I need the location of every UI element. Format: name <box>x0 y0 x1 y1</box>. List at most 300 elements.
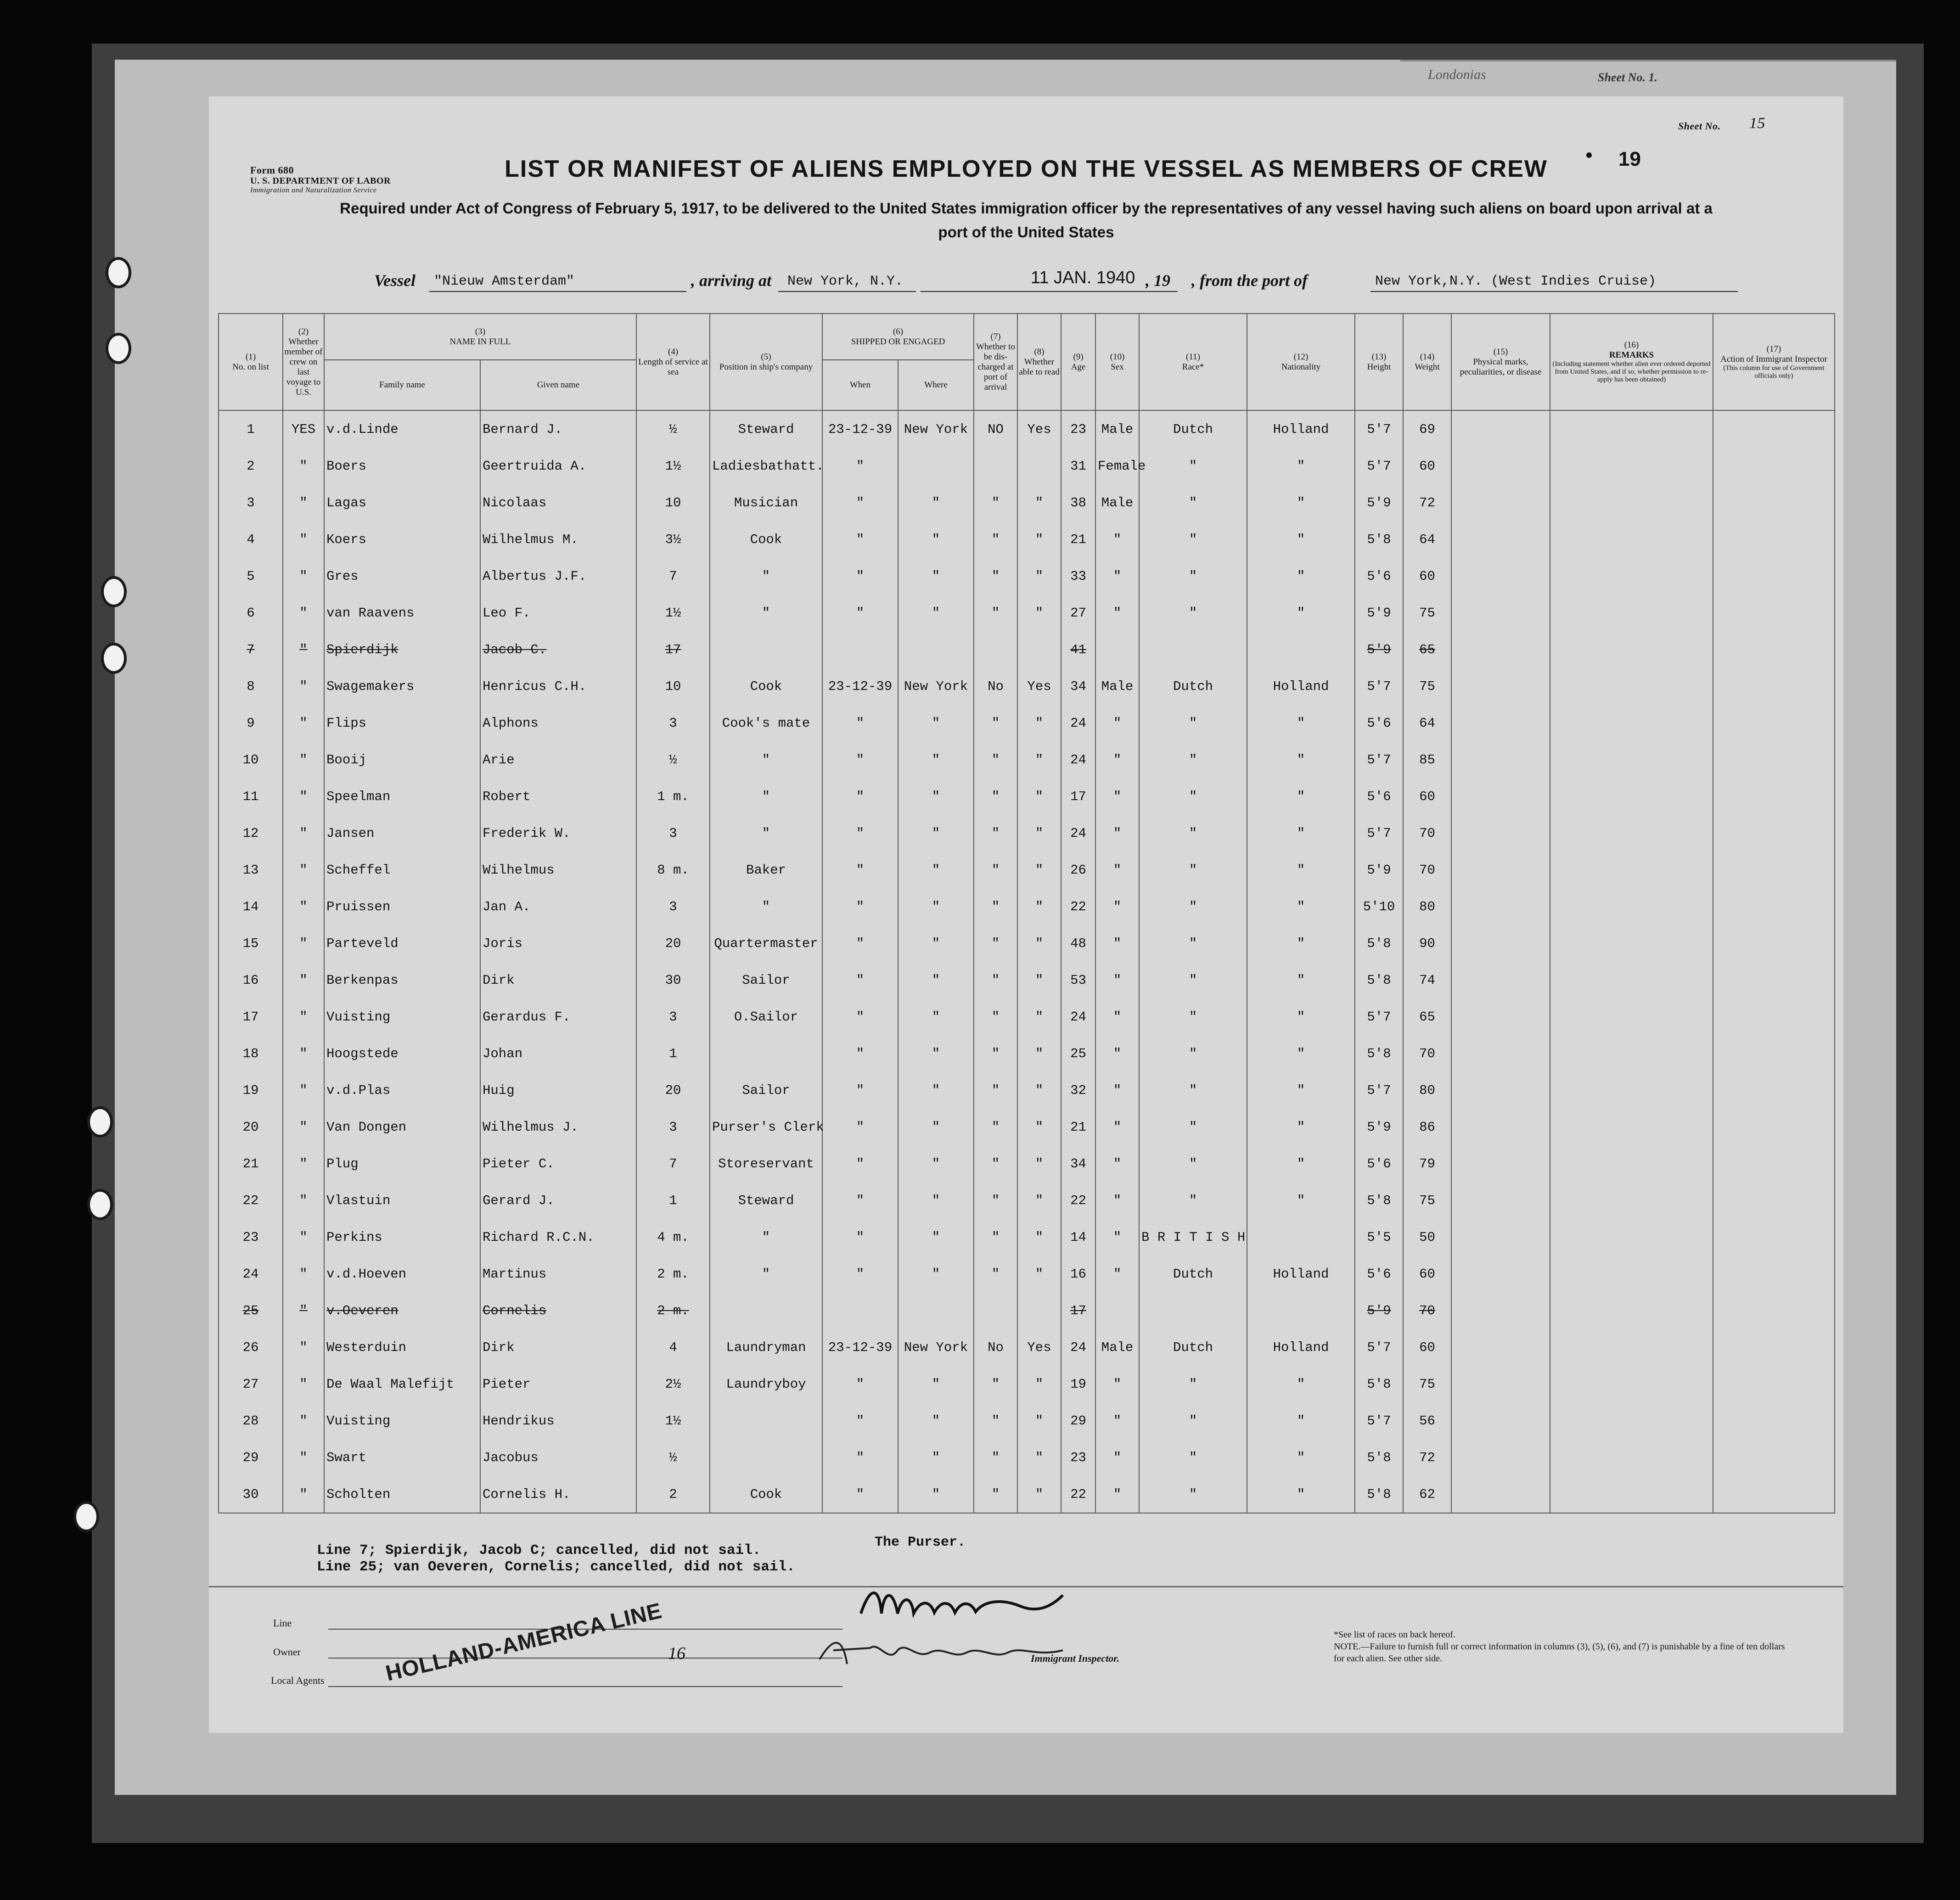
nationality-cell: " <box>1247 888 1355 925</box>
prev-voyage-cell: " <box>283 1366 324 1402</box>
col-race: (11) Race* <box>1139 314 1247 410</box>
engaged-when-cell: " <box>822 1366 898 1402</box>
sex-cell: " <box>1095 815 1139 852</box>
inspector-action-cell <box>1713 852 1835 888</box>
inspector-action-cell <box>1713 815 1835 852</box>
page-title: LIST OR MANIFEST OF ALIENS EMPLOYED ON THE VESSEL AS MEMBERS OF CREW <box>505 156 1548 182</box>
weight-cell: 70 <box>1403 1035 1451 1072</box>
discharged-cell: NO <box>974 410 1017 448</box>
height-cell: 5'9 <box>1355 1292 1403 1329</box>
physical-marks-cell <box>1451 1145 1550 1182</box>
age-cell: 17 <box>1061 1292 1095 1329</box>
race-cell: " <box>1139 484 1247 521</box>
table-row <box>219 1182 1835 1219</box>
nationality-cell: " <box>1247 705 1355 741</box>
able-to-read-cell: " <box>1017 484 1061 521</box>
col-shipped-engaged: (6) SHIPPED OR ENGAGED <box>822 314 974 360</box>
nationality-cell: Holland <box>1247 1329 1355 1366</box>
weight-cell: 60 <box>1403 1255 1451 1292</box>
table-row <box>219 668 1835 705</box>
col-no: (1) No. on list <box>219 314 283 410</box>
position-cell: Ladiesbathatt. <box>710 448 822 484</box>
able-to-read-cell: " <box>1017 741 1061 778</box>
position-cell: Steward <box>710 1182 822 1219</box>
race-cell: " <box>1139 1476 1247 1513</box>
binder-hole <box>101 576 127 607</box>
prev-voyage-cell: " <box>283 778 324 815</box>
race-cell: " <box>1139 925 1247 962</box>
height-cell: 5'6 <box>1355 705 1403 741</box>
age-cell: 21 <box>1061 1109 1095 1145</box>
prev-voyage-cell: " <box>283 1476 324 1513</box>
prev-voyage-cell: " <box>283 852 324 888</box>
height-cell: 5'9 <box>1355 1109 1403 1145</box>
family-name-cell: Booij <box>324 741 480 778</box>
inspector-action-cell <box>1713 1219 1835 1255</box>
remarks-cell <box>1550 1402 1713 1439</box>
engaged-when-cell: " <box>822 448 898 484</box>
engaged-where-cell: " <box>898 1439 974 1476</box>
service-length-cell: 3 <box>636 998 710 1035</box>
engaged-when-cell: " <box>822 741 898 778</box>
nationality-cell: " <box>1247 1182 1355 1219</box>
weight-cell: 72 <box>1403 484 1451 521</box>
remarks-cell <box>1550 668 1713 705</box>
physical-marks-cell <box>1451 631 1550 668</box>
given-name-cell: Nicolaas <box>480 484 636 521</box>
nationality-cell: " <box>1247 852 1355 888</box>
sheet-no-label: Sheet No. <box>1678 120 1721 132</box>
family-name-cell: van Raavens <box>324 594 480 631</box>
given-name-cell: Frederik W. <box>480 815 636 852</box>
row-number: 15 <box>219 925 283 962</box>
nationality-cell: " <box>1247 1476 1355 1513</box>
prev-voyage-cell: " <box>283 1182 324 1219</box>
age-cell: 26 <box>1061 852 1095 888</box>
age-cell: 34 <box>1061 1145 1095 1182</box>
engaged-where-cell: " <box>898 741 974 778</box>
sex-cell <box>1095 631 1139 668</box>
prev-voyage-cell: " <box>283 998 324 1035</box>
height-cell: 5'6 <box>1355 778 1403 815</box>
service-length-cell: 17 <box>636 631 710 668</box>
nationality-cell: " <box>1247 1145 1355 1182</box>
engaged-where-cell <box>898 448 974 484</box>
from-port-label: , from the port of <box>1191 271 1308 290</box>
age-cell: 23 <box>1061 410 1095 448</box>
able-to-read-cell: " <box>1017 521 1061 558</box>
nationality-cell <box>1247 1292 1355 1329</box>
race-cell: " <box>1139 962 1247 998</box>
position-cell: Musician <box>710 484 822 521</box>
col-given-name: Given name <box>480 360 636 410</box>
service-label: Immigration and Naturalization Service <box>250 186 377 194</box>
subtitle-line1: Required under Act of Congress of February 5, 1917, to be delivered to the United States immigration officer by the representatives of any vessel having such aliens on board upon arrival at a <box>340 200 1713 217</box>
race-cell: " <box>1139 1182 1247 1219</box>
remarks-cell <box>1550 1219 1713 1255</box>
engaged-when-cell: " <box>822 1182 898 1219</box>
discharged-cell: " <box>974 962 1017 998</box>
binder-hole <box>106 333 131 364</box>
footer-agents-rule <box>328 1686 842 1687</box>
subtitle-line2: port of the United States <box>938 224 1114 241</box>
given-name-cell: Joris <box>480 925 636 962</box>
engaged-where-cell: " <box>898 852 974 888</box>
prev-voyage-cell: " <box>283 705 324 741</box>
age-cell: 24 <box>1061 1329 1095 1366</box>
remarks-cell <box>1550 888 1713 925</box>
position-cell <box>710 1439 822 1476</box>
table-row <box>219 1255 1835 1292</box>
nationality-cell <box>1247 631 1355 668</box>
given-name-cell: Huig <box>480 1072 636 1109</box>
engaged-where-cell <box>898 1292 974 1329</box>
discharged-cell: " <box>974 1182 1017 1219</box>
given-name-cell: Geertruida A. <box>480 448 636 484</box>
engaged-where-cell: " <box>898 1145 974 1182</box>
physical-marks-cell <box>1451 484 1550 521</box>
col-when: When <box>822 360 898 410</box>
engaged-where-cell: " <box>898 998 974 1035</box>
service-length-cell: 2 m. <box>636 1255 710 1292</box>
physical-marks-cell <box>1451 925 1550 962</box>
inspector-action-cell <box>1713 1402 1835 1439</box>
row-number: 24 <box>219 1255 283 1292</box>
able-to-read-cell: " <box>1017 1255 1061 1292</box>
weight-cell: 90 <box>1403 925 1451 962</box>
arrival-date: 11 JAN. 1940 <box>1031 268 1135 287</box>
family-name-cell: Swagemakers <box>324 668 480 705</box>
department-label: U. S. DEPARTMENT OF LABOR <box>250 176 391 186</box>
table-row <box>219 852 1835 888</box>
service-length-cell: 1½ <box>636 1402 710 1439</box>
discharged-cell <box>974 631 1017 668</box>
nationality-cell: " <box>1247 1035 1355 1072</box>
height-cell: 5'8 <box>1355 925 1403 962</box>
engaged-where-cell: New York <box>898 410 974 448</box>
row-number: 16 <box>219 962 283 998</box>
service-length-cell: ½ <box>636 741 710 778</box>
table-row <box>219 962 1835 998</box>
vessel-name: "Nieuw Amsterdam" <box>434 274 575 289</box>
table-row <box>219 1366 1835 1402</box>
age-cell: 24 <box>1061 705 1095 741</box>
family-name-cell: Vuisting <box>324 998 480 1035</box>
engaged-when-cell: " <box>822 1219 898 1255</box>
row-number: 29 <box>219 1439 283 1476</box>
remarks-cell <box>1550 852 1713 888</box>
position-cell <box>710 1402 822 1439</box>
position-cell: Cook <box>710 521 822 558</box>
race-cell: Dutch <box>1139 1329 1247 1366</box>
physical-marks-cell <box>1451 778 1550 815</box>
height-cell: 5'8 <box>1355 1035 1403 1072</box>
race-cell: " <box>1139 1439 1247 1476</box>
engaged-where-cell: " <box>898 1072 974 1109</box>
nationality-cell: " <box>1247 1366 1355 1402</box>
row-number: 12 <box>219 815 283 852</box>
physical-marks-cell <box>1451 1329 1550 1366</box>
weight-cell: 64 <box>1403 705 1451 741</box>
family-name-cell: Jansen <box>324 815 480 852</box>
note-line-7: Line 7; Spierdijk, Jacob C; cancelled, did not sail. <box>317 1542 761 1558</box>
height-cell: 5'7 <box>1355 410 1403 448</box>
physical-marks-cell <box>1451 1182 1550 1219</box>
row-number: 21 <box>219 1145 283 1182</box>
sex-cell: " <box>1095 1109 1139 1145</box>
inspector-action-cell <box>1713 1476 1835 1513</box>
physical-marks-cell <box>1451 558 1550 594</box>
discharged-cell: " <box>974 741 1017 778</box>
col-weight: (14) Weight <box>1403 314 1451 410</box>
prev-voyage-cell: " <box>283 925 324 962</box>
given-name-cell: Pieter C. <box>480 1145 636 1182</box>
position-cell: Sailor <box>710 962 822 998</box>
prev-voyage-cell: " <box>283 594 324 631</box>
engaged-where-cell: " <box>898 1035 974 1072</box>
given-name-cell: Jan A. <box>480 888 636 925</box>
row-number: 20 <box>219 1109 283 1145</box>
prev-voyage-cell: " <box>283 484 324 521</box>
able-to-read-cell: " <box>1017 1439 1061 1476</box>
given-name-cell: Bernard J. <box>480 410 636 448</box>
inspector-label: Immigrant Inspector. <box>1031 1653 1120 1664</box>
sex-cell: " <box>1095 1219 1139 1255</box>
able-to-read-cell <box>1017 1292 1061 1329</box>
engaged-when-cell: " <box>822 888 898 925</box>
able-to-read-cell: Yes <box>1017 1329 1061 1366</box>
height-cell: 5'7 <box>1355 741 1403 778</box>
discharged-cell: " <box>974 1072 1017 1109</box>
able-to-read-cell: " <box>1017 962 1061 998</box>
form-number: Form 680 <box>250 164 294 176</box>
engaged-when-cell: " <box>822 998 898 1035</box>
family-name-cell: De Waal Malefijt <box>324 1366 480 1402</box>
race-cell: " <box>1139 741 1247 778</box>
vessel-underline <box>429 291 686 292</box>
engaged-where-cell: " <box>898 705 974 741</box>
inspector-action-cell <box>1713 1182 1835 1219</box>
inspector-action-cell <box>1713 1145 1835 1182</box>
age-cell: 24 <box>1061 998 1095 1035</box>
remarks-cell <box>1550 1476 1713 1513</box>
given-name-cell: Gerard J. <box>480 1182 636 1219</box>
given-name-cell: Wilhelmus M. <box>480 521 636 558</box>
service-length-cell: 3 <box>636 888 710 925</box>
col-name-in-full: (3) NAME IN FULL <box>324 314 636 360</box>
weight-cell: 56 <box>1403 1402 1451 1439</box>
position-cell: Steward <box>710 410 822 448</box>
position-cell: O.Sailor <box>710 998 822 1035</box>
service-length-cell: ½ <box>636 410 710 448</box>
footnote-penalty: NOTE.—Failure to furnish full or correct information in columns (3), (5), (6), and (7) is punishable by a fine of ten dollars for each alien. See other side. <box>1334 1642 1785 1664</box>
service-length-cell: 8 m. <box>636 852 710 888</box>
row-number: 27 <box>219 1366 283 1402</box>
remarks-cell <box>1550 1292 1713 1329</box>
col-height: (13) Height <box>1355 314 1403 410</box>
sex-cell: " <box>1095 998 1139 1035</box>
footnote <box>1334 1629 1793 1665</box>
weight-cell: 60 <box>1403 558 1451 594</box>
inspector-action-cell <box>1713 1292 1835 1329</box>
row-number: 10 <box>219 741 283 778</box>
race-cell: " <box>1139 998 1247 1035</box>
sex-cell: Male <box>1095 484 1139 521</box>
inspector-action-cell <box>1713 594 1835 631</box>
family-name-cell: Vuisting <box>324 1402 480 1439</box>
physical-marks-cell <box>1451 998 1550 1035</box>
weight-cell: 69 <box>1403 410 1451 448</box>
sex-cell: " <box>1095 1072 1139 1109</box>
sex-cell: " <box>1095 1255 1139 1292</box>
inspector-action-cell <box>1713 631 1835 668</box>
race-cell: " <box>1139 1072 1247 1109</box>
position-cell <box>710 1292 822 1329</box>
age-cell: 33 <box>1061 558 1095 594</box>
able-to-read-cell: " <box>1017 705 1061 741</box>
row-number: 19 <box>219 1072 283 1109</box>
col-prev-voyage: (2) Whether member of crew on last voyage to U.S. <box>283 314 324 410</box>
remarks-cell <box>1550 962 1713 998</box>
race-cell: Dutch <box>1139 668 1247 705</box>
row-number: 8 <box>219 668 283 705</box>
nationality-cell: " <box>1247 1072 1355 1109</box>
given-name-cell: Cornelis <box>480 1292 636 1329</box>
engaged-when-cell: " <box>822 1255 898 1292</box>
remarks-cell <box>1550 594 1713 631</box>
prev-voyage-cell: " <box>283 1329 324 1366</box>
table-row <box>219 484 1835 521</box>
given-name-cell: Albertus J.F. <box>480 558 636 594</box>
arriving-underline <box>778 291 916 292</box>
able-to-read-cell: " <box>1017 852 1061 888</box>
race-cell: " <box>1139 1402 1247 1439</box>
service-length-cell: 7 <box>636 1145 710 1182</box>
weight-cell: 50 <box>1403 1219 1451 1255</box>
able-to-read-cell: " <box>1017 1476 1061 1513</box>
sex-cell: Male <box>1095 1329 1139 1366</box>
physical-marks-cell <box>1451 1476 1550 1513</box>
sex-cell: " <box>1095 741 1139 778</box>
table-row <box>219 741 1835 778</box>
row-number: 23 <box>219 1219 283 1255</box>
prev-voyage-cell: " <box>283 741 324 778</box>
height-cell: 5'8 <box>1355 1476 1403 1513</box>
able-to-read-cell: " <box>1017 1182 1061 1219</box>
race-cell: " <box>1139 1109 1247 1145</box>
purser-label: The Purser. <box>875 1535 966 1550</box>
table-row <box>219 558 1835 594</box>
family-name-cell: Scholten <box>324 1476 480 1513</box>
position-cell: Cook <box>710 1476 822 1513</box>
nationality-cell: " <box>1247 962 1355 998</box>
position-cell: Purser's Clerk <box>710 1109 822 1145</box>
engaged-where-cell: " <box>898 962 974 998</box>
page-subtitle <box>236 196 1816 244</box>
table-row <box>219 521 1835 558</box>
nationality-cell: " <box>1247 484 1355 521</box>
inspector-action-cell <box>1713 925 1835 962</box>
engaged-where-cell: " <box>898 521 974 558</box>
inspector-action-cell <box>1713 1255 1835 1292</box>
family-name-cell: Perkins <box>324 1219 480 1255</box>
remarks-cell <box>1550 705 1713 741</box>
col-nationality: (12) Nationality <box>1247 314 1355 410</box>
col-age: (9) Age <box>1061 314 1095 410</box>
able-to-read-cell: " <box>1017 1109 1061 1145</box>
weight-cell: 85 <box>1403 741 1451 778</box>
position-cell: Laundryman <box>710 1329 822 1366</box>
note-line-25: Line 25; van Oeveren, Cornelis; cancelled, did not sail. <box>317 1559 795 1575</box>
discharged-cell: " <box>974 594 1017 631</box>
row-number: 1 <box>219 410 283 448</box>
engaged-when-cell: " <box>822 852 898 888</box>
family-name-cell: Plug <box>324 1145 480 1182</box>
age-cell: 24 <box>1061 815 1095 852</box>
table-row <box>219 1439 1835 1476</box>
inspector-action-cell <box>1713 998 1835 1035</box>
physical-marks-cell <box>1451 705 1550 741</box>
engaged-when-cell: " <box>822 705 898 741</box>
physical-marks-cell <box>1451 1439 1550 1476</box>
prev-voyage-cell: " <box>283 1072 324 1109</box>
family-name-cell: Lagas <box>324 484 480 521</box>
race-cell: " <box>1139 778 1247 815</box>
footer-line-label: Line <box>273 1617 292 1629</box>
binder-hole <box>101 643 127 674</box>
age-cell: 23 <box>1061 1439 1095 1476</box>
race-cell: " <box>1139 521 1247 558</box>
service-length-cell: 2 <box>636 1476 710 1513</box>
family-name-cell: v.d.Plas <box>324 1072 480 1109</box>
remarks-cell <box>1550 1145 1713 1182</box>
table-row <box>219 925 1835 962</box>
service-length-cell: 7 <box>636 558 710 594</box>
table-row <box>219 1292 1835 1329</box>
given-name-cell: Johan <box>480 1035 636 1072</box>
age-cell: 25 <box>1061 1035 1095 1072</box>
able-to-read-cell: " <box>1017 1219 1061 1255</box>
discharged-cell: " <box>974 998 1017 1035</box>
race-cell: " <box>1139 558 1247 594</box>
row-number: 30 <box>219 1476 283 1513</box>
remarks-cell <box>1550 1255 1713 1292</box>
weight-cell: 70 <box>1403 1292 1451 1329</box>
race-cell: " <box>1139 815 1247 852</box>
prev-voyage-cell: " <box>283 448 324 484</box>
discharged-cell <box>974 1292 1017 1329</box>
able-to-read-cell: " <box>1017 558 1061 594</box>
table-row <box>219 888 1835 925</box>
engaged-where-cell: " <box>898 1476 974 1513</box>
family-name-cell: Gres <box>324 558 480 594</box>
discharged-cell <box>974 448 1017 484</box>
nationality-cell: " <box>1247 1109 1355 1145</box>
table-row <box>219 705 1835 741</box>
given-name-cell: Richard R.C.N. <box>480 1219 636 1255</box>
nationality-cell: " <box>1247 741 1355 778</box>
family-name-cell: v.d.Linde <box>324 410 480 448</box>
service-length-cell: 3 <box>636 1109 710 1145</box>
nationality-cell: " <box>1247 558 1355 594</box>
engaged-when-cell: " <box>822 594 898 631</box>
nationality-cell: " <box>1247 1439 1355 1476</box>
engaged-where-cell: New York <box>898 1329 974 1366</box>
inspector-action-cell <box>1713 741 1835 778</box>
sex-cell: " <box>1095 705 1139 741</box>
date-underline <box>921 291 1178 292</box>
height-cell: 5'8 <box>1355 1366 1403 1402</box>
